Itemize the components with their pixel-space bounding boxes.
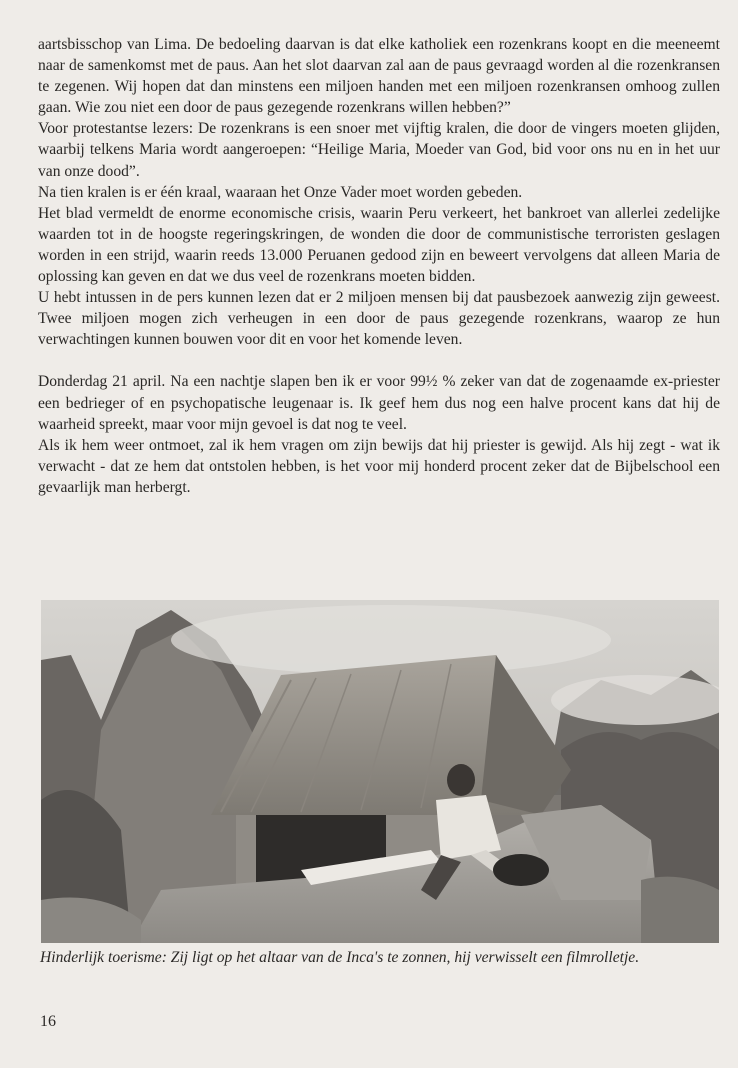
paragraph-peru-crisis: Het blad vermeldt de enorme economische crisis, waarin Peru verkeert, het bankroet van allerlei zedelijke waarden tot in de hoogste regeringskringen, de wonden die door de communistische terroristen geslagen worden in een strijd, waarin reeds 13.000 Peruanen gedood zijn en beweert vervolgens dat alleen Maria de oplossing kan geven en dat we dus veel de rozenkrans moeten bidden. — [38, 204, 720, 286]
body-text — [38, 34, 720, 498]
paragraph-thursday-21-april: Donderdag 21 april. Na een nachtje slapen ben ik er voor 99½ % zeker van dat de zogenaamde ex-priester een bedrieger of en psychopatische leugenaar is. Ik geef hem dus nog een halve procent kans dat hij de waarheid spreekt, maar voor mijn gevoel is dat nog te veel. — [38, 373, 720, 433]
paragraph-rosary-plan: aartsbisschop van Lima. De bedoeling daarvan is dat elke katholiek een rozenkrans koopt en die meeneemt naar de samenkomst met de paus. Aan het slot daarvan zal aan de paus gevraagd worden al die rozenkransen te zegenen. Wij hopen dat dan minstens een miljoen handen met een miljoen rozenkransen omhoog zullen gaan. Wie zou niet een door de paus gezegende rozenkrans willen hebben?” — [38, 36, 720, 117]
photo-illustration — [41, 600, 719, 943]
paragraph-ten-beads: Na tien kralen is er één kraal, waaraan het Onze Vader moet worden gebeden. — [38, 183, 523, 201]
page-number: 16 — [40, 1013, 56, 1030]
photo-caption: Hinderlijk toerisme: Zij ligt op het altaar van de Inca's te zonnen, hij verwisselt een filmrolletje. — [40, 949, 640, 966]
paragraph-two-million: U hebt intussen in de pers kunnen lezen dat er 2 miljoen mensen bij dat pausbezoek aanwezig zijn geweest. Twee miljoen mogen zich verheugen in een door de paus gezegende rozenkrans, waarop ze hun verwachtingen kunnen bouwen voor dit en voor het komende leven. — [38, 289, 720, 349]
paragraph-rosary-explanation: Voor protestantse lezers: De rozenkrans is een snoer met vijftig kralen, die door de vingers moeten glijden, waarbij telkens Maria wordt aangeroepen: “Heilige Maria, Moeder van God, bid voor ons nu en in het uur van onze dood”. — [38, 120, 720, 180]
photo-inca-altar-hut — [41, 600, 719, 943]
paragraph-proof-of-ordination: Als ik hem weer ontmoet, zal ik hem vragen om zijn bewijs dat hij priester is gewijd. Als hij zegt - wat ik verwacht - dat ze hem dat ontstolen hebben, is het voor mij honderd procent zeker dat de Bijbelschool een gevaarlijk man herbergt. — [38, 436, 720, 496]
